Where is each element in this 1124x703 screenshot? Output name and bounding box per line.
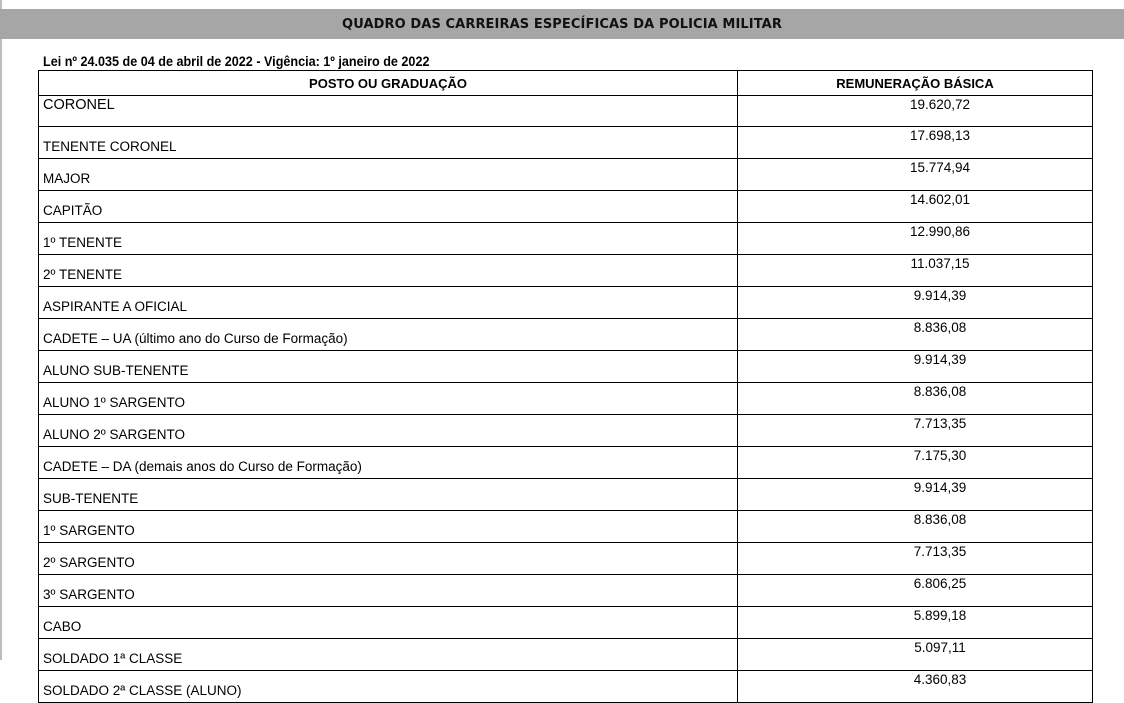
table-row [39, 255, 1093, 287]
rank-cell: 2º SARGENTO [39, 543, 738, 575]
table-row [39, 543, 1093, 575]
pay-cell: 17.698,13 [738, 127, 1093, 159]
pay-cell: 7.713,35 [738, 415, 1093, 447]
rank-cell: ALUNO 2º SARGENTO [39, 415, 738, 447]
title-bar [0, 9, 1124, 39]
table-row [39, 159, 1093, 191]
pay-cell: 8.836,08 [738, 319, 1093, 351]
pay-cell: 5.899,18 [738, 607, 1093, 639]
pay-cell: 14.602,01 [738, 191, 1093, 223]
table-row [39, 127, 1093, 159]
rank-cell: CORONEL [39, 96, 738, 127]
rank-cell: CABO [39, 607, 738, 639]
table-header-row [39, 71, 1093, 96]
pay-cell: 7.175,30 [738, 447, 1093, 479]
table-row [39, 447, 1093, 479]
pay-cell: 4.360,83 [738, 671, 1093, 703]
rank-cell: ALUNO SUB-TENENTE [39, 351, 738, 383]
header-pay: REMUNERAÇÃO BÁSICA [738, 71, 1093, 96]
rank-cell: TENENTE CORONEL [39, 127, 738, 159]
rank-cell: SOLDADO 1ª CLASSE [39, 639, 738, 671]
pay-cell: 5.097,11 [738, 639, 1093, 671]
table-row [39, 415, 1093, 447]
pay-cell: 19.620,72 [738, 96, 1093, 127]
table-row [39, 287, 1093, 319]
rank-cell: 1º SARGENTO [39, 511, 738, 543]
rank-cell: ASPIRANTE A OFICIAL [39, 287, 738, 319]
table-row [39, 607, 1093, 639]
table-row [39, 671, 1093, 703]
rank-cell: CADETE – UA (último ano do Curso de Formação) [39, 319, 738, 351]
pay-cell: 11.037,15 [738, 255, 1093, 287]
rank-cell: 1º TENENTE [39, 223, 738, 255]
table-row [39, 223, 1093, 255]
table-row [39, 191, 1093, 223]
pay-table [38, 70, 1093, 703]
rank-cell: ALUNO 1º SARGENTO [39, 383, 738, 415]
rank-cell: MAJOR [39, 159, 738, 191]
document-title: QUADRO DAS CARREIRAS ESPECÍFICAS DA POLICIA MILITAR [342, 16, 782, 32]
pay-cell: 7.713,35 [738, 543, 1093, 575]
pay-cell: 8.836,08 [738, 383, 1093, 415]
table-row [39, 383, 1093, 415]
table-row [39, 511, 1093, 543]
table-row [39, 575, 1093, 607]
pay-cell: 15.774,94 [738, 159, 1093, 191]
table-row [39, 479, 1093, 511]
rank-cell: SUB-TENENTE [39, 479, 738, 511]
table-row [39, 319, 1093, 351]
pay-cell: 12.990,86 [738, 223, 1093, 255]
table-row [39, 96, 1093, 127]
pay-cell: 9.914,39 [738, 351, 1093, 383]
table-row [39, 351, 1093, 383]
rank-cell: CADETE – DA (demais anos do Curso de Formação) [39, 447, 738, 479]
pay-cell: 9.914,39 [738, 479, 1093, 511]
pay-cell: 6.806,25 [738, 575, 1093, 607]
rank-cell: 3º SARGENTO [39, 575, 738, 607]
header-rank: POSTO OU GRADUAÇÃO [39, 71, 738, 96]
law-reference: Lei nº 24.035 de 04 de abril de 2022 - Vigência: 1º janeiro de 2022 [43, 53, 430, 69]
rank-cell: CAPITÃO [39, 191, 738, 223]
rank-cell: 2º TENENTE [39, 255, 738, 287]
pay-cell: 8.836,08 [738, 511, 1093, 543]
pay-cell: 9.914,39 [738, 287, 1093, 319]
page-edge [0, 0, 2, 660]
rank-cell: SOLDADO 2ª CLASSE (ALUNO) [39, 671, 738, 703]
table-row [39, 639, 1093, 671]
